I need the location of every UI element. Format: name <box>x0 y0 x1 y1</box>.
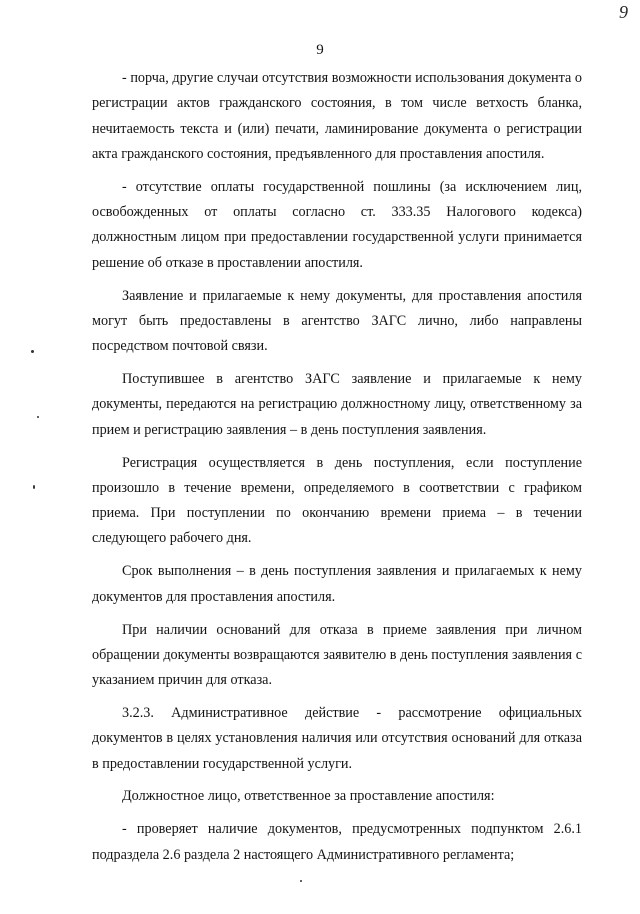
document-body <box>92 66 582 876</box>
handwritten-page-mark: 9 <box>619 2 628 22</box>
paragraph-official: Должностное лицо, ответственное за проставление апостиля: <box>122 788 495 805</box>
paragraph-fee-grounds: - отсутствие оплаты государственной пошлины (за исключением лиц, освобожденных от оплаты согласно ст. 333.35 Налогового кодекса) должностным лицом при предоставлении государственной услуги принимается решение об отказе в проставлении апостиля. <box>92 178 582 271</box>
scan-speck <box>33 485 35 489</box>
paragraph-registration-timing: Регистрация осуществляется в день поступления, если поступление произошло в течение времени, определяемого в соответствии с графиком приема. При поступлении по окончанию времени приема – в течении следующего рабочего дня. <box>92 454 582 547</box>
paragraph-checks-documents: - проверяет наличие документов, предусмотренных подпунктом 2.6.1 подраздела 2.6 раздела 2 настоящего Административного регламента; <box>92 821 582 863</box>
paragraph-admin-action: 3.2.3. Административное действие - рассмотрение официальных документов в целях установления наличия или отсутствия оснований для отказа в предоставлении государственной услуги. <box>92 704 582 772</box>
scan-speck <box>31 350 34 353</box>
paragraph-registration-transfer: Поступившее в агентство ЗАГС заявление и прилагаемые к нему документы, передаются на регистрацию должностному лицу, ответственному за прием и регистрацию заявления – в день поступления заявления. <box>92 371 582 438</box>
scan-speck <box>37 416 39 418</box>
page-number: 9 <box>316 42 324 58</box>
paragraph-submission: Заявление и прилагаемые к нему документы, для проставления апостиля могут быть предоставлены в агентство ЗАГС лично, либо направлены посредством почтовой связи. <box>92 287 582 355</box>
scan-speck <box>300 880 302 882</box>
paragraph-damage-grounds: - порча, другие случаи отсутствия возможности использования документа о регистрации актов гражданского состояния, в том числе ветхость бланка, нечитаемость текста и (или) печати, ламинирование документа о регистрации акта гражданского состояния, предъявленного для проставления апостиля. <box>92 70 582 162</box>
paragraph-deadline: Срок выполнения – в день поступления заявления и прилагаемых к нему документов для проставления апостиля. <box>92 563 582 605</box>
paragraph-refusal-return: При наличии оснований для отказа в приеме заявления при личном обращении документы возвращаются заявителю в день поступления заявления с указанием причин для отказа. <box>92 621 582 689</box>
